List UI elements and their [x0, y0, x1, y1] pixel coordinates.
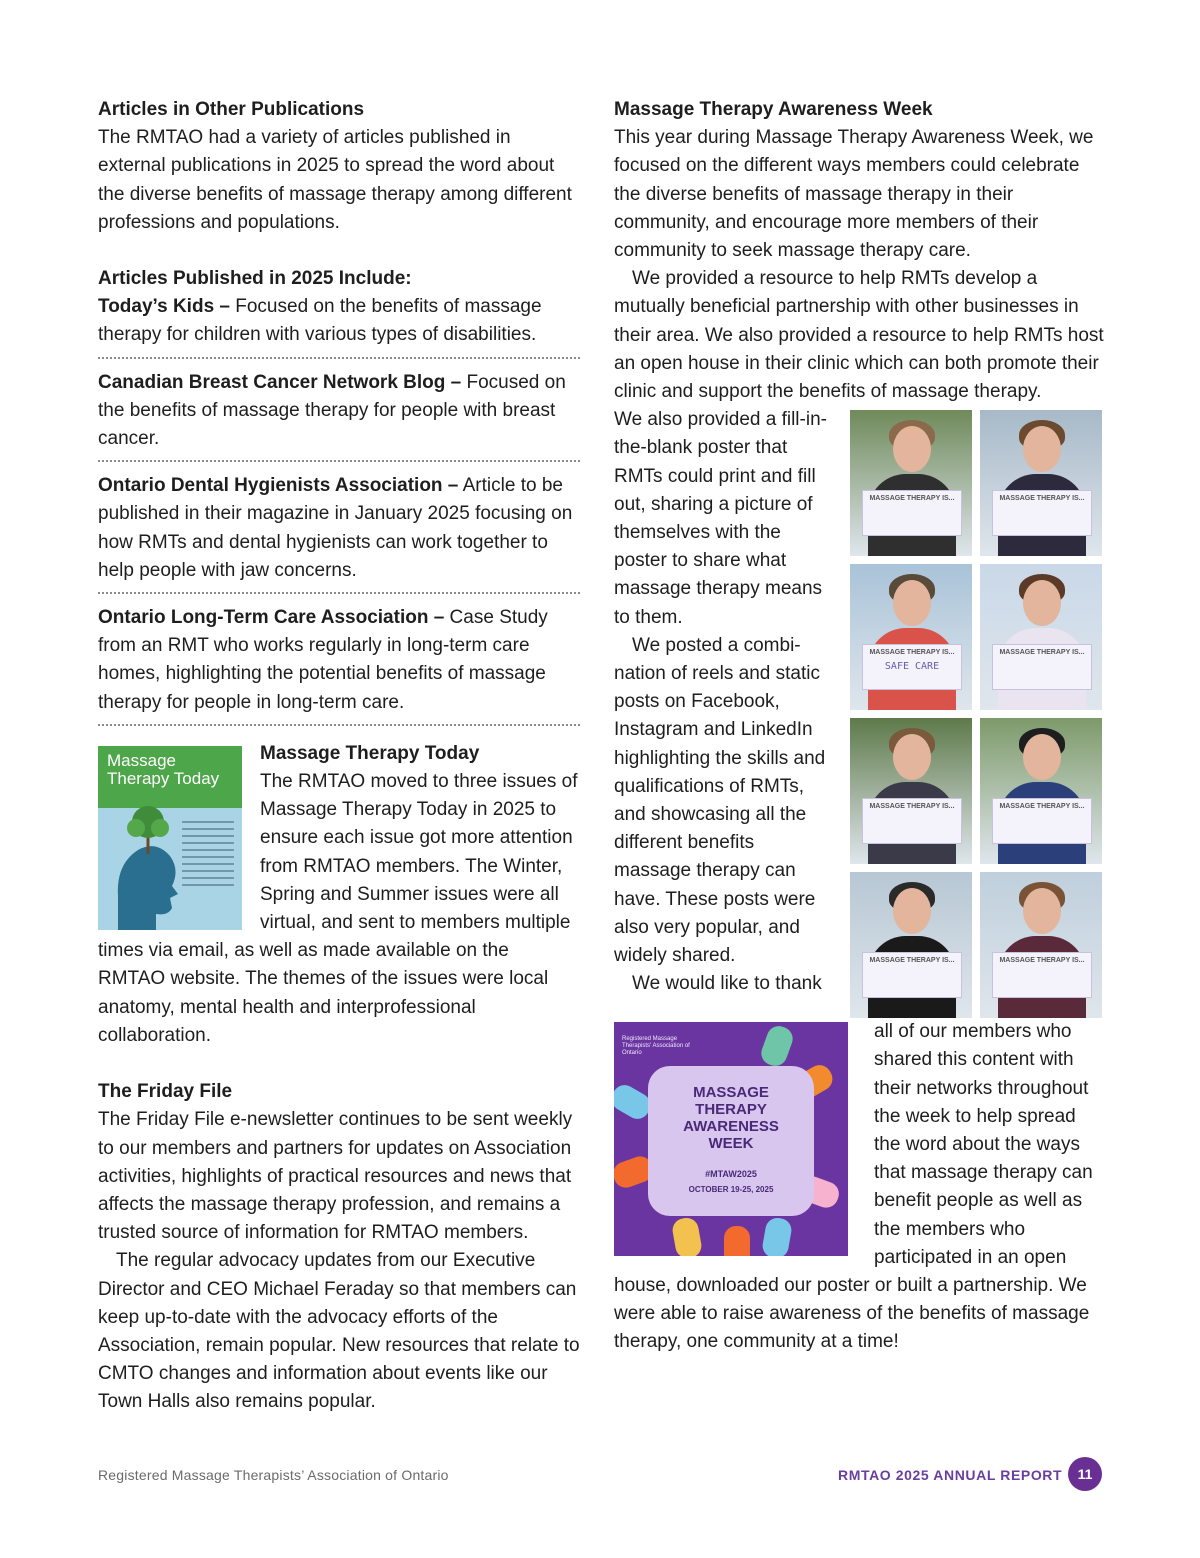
member-photo — [850, 564, 972, 710]
footer-org: Registered Massage Therapists’ Association of Ontario — [98, 1467, 449, 1483]
friday-paragraph-1: The Friday File e-newsletter continues to be sent weekly to our members and partners for updates on Association activities, highlights of practical resources and news that affects the massage therapy profession, and remains a trusted source of information for RMTAO members. — [98, 1109, 573, 1244]
cover-title: Massage Therapy Today — [107, 750, 220, 788]
poster-hashtag: #MTAW2025 — [705, 1169, 757, 1180]
left-column — [98, 96, 580, 1417]
right-column — [614, 96, 1104, 1357]
member-photo — [980, 718, 1102, 864]
sign-title: MASSAGE THERAPY IS... — [999, 495, 1085, 503]
sign-value: SAFE CARE — [884, 661, 940, 673]
poster-sign — [992, 490, 1092, 536]
magazine-cover-image — [98, 746, 242, 930]
article-text: Focused on the benefits of massage therapy for people with breast cancer. — [98, 371, 566, 450]
footer-report-title: RMTAO 2025 ANNUAL REPORT — [838, 1467, 1063, 1483]
poster-line-2: THERAPY — [695, 1101, 767, 1119]
mtaw-heading: Massage Therapy Awareness Week — [614, 99, 933, 120]
mtaw-paragraph-4: We posted a combi-nation of reels and static posts on Facebook, Instagram and LinkedIn highlighting the skills and qualifications of RMTs, and showcasing all the different benefits massage therapy can have. These posts were also very popular, and widely shared. — [614, 634, 826, 967]
article-text: Article to be published in their magazine in January 2025 focusing on how RMTs and dental hygienists can work together to help people with jaw concerns. — [98, 475, 573, 581]
member-photo — [980, 564, 1102, 710]
mtaw-paragraph-2: We provided a resource to help RMTs develop a mutually beneficial partnership with other businesses in their area. We also provided a resource to help RMTs host an open house in their clinic which can both promote their clinic and support the benefits of massage therapy. — [614, 268, 1104, 403]
sign-title: MASSAGE THERAPY IS... — [999, 803, 1085, 811]
poster-org: Registered Massage Therapists' Association of Ontario — [622, 1036, 690, 1057]
mtaw-paragraph-3: We also provided a fill-in-the-blank poster that RMTs could print and fill out, sharing a picture of themselves with the poster to share what massage therapy means to them. — [614, 409, 827, 628]
member-photo — [980, 872, 1102, 1018]
member-photo — [850, 872, 972, 1018]
article-item — [98, 293, 580, 349]
member-photo — [850, 718, 972, 864]
mtaw-paragraph-1: This year during Massage Therapy Awareness Week, we focused on the different ways members could celebrate the diverse benefits of massage therapy in their community, and encourage more members of their community to seek massage therapy care. — [614, 127, 1094, 262]
published-heading: Articles Published in 2025 Include: — [98, 268, 412, 290]
friday-heading: The Friday File — [98, 1081, 233, 1103]
page-number: 11 — [1068, 1457, 1102, 1491]
poster-sign — [992, 644, 1092, 690]
poster-line-3: AWARENESS — [683, 1118, 779, 1136]
article-text: Focused on the benefits of massage therapy for children with various types of disabilities. — [98, 296, 542, 346]
mtaw-paragraph-5: We would like to thank all of our members who shared this content with their networks throughout the week to help spread the word about the ways that massage therapy can benefit people as well as the members who participated in an open house, downloaded our poster or built a partnership. We were able to raise awareness of the benefits of massage therapy, one community at a time! — [614, 973, 1093, 1353]
article-title: Ontario Dental Hygienists Association – — [98, 475, 459, 497]
divider — [98, 592, 580, 594]
poster-sign — [862, 644, 962, 690]
poster-line-4: WEEK — [708, 1135, 754, 1153]
divider — [98, 460, 580, 462]
articles-intro: The RMTAO had a variety of articles published in external publications in 2025 to spread the word about the diverse benefits of massage therapy among different professions and populations. — [98, 127, 572, 233]
sign-title: MASSAGE THERAPY IS... — [869, 649, 955, 657]
sign-title: MASSAGE THERAPY IS... — [999, 649, 1085, 657]
sign-title: MASSAGE THERAPY IS... — [869, 495, 955, 503]
member-photo — [850, 410, 972, 556]
article-item — [98, 369, 580, 454]
mtt-text: The RMTAO moved to three issues of Massage Therapy Today in 2025 to ensure each issue got more attention from RMTAO members. The Winter, Spring and Summer issues were all virtual, and sent to members multiple times via email, as well as made available on the RMTAO website. The themes of the issues were local anatomy, mental health and interprofessional collaboration. — [98, 771, 578, 1046]
friday-paragraph-2: The regular advocacy updates from our Executive Director and CEO Michael Feraday so that members can keep up-to-date with the advocacy efforts of the Association, remain popular. New resources that relate to CMTO changes and information about events like our Town Halls also remains popular. — [98, 1250, 580, 1413]
sign-title: MASSAGE THERAPY IS... — [869, 957, 955, 965]
article-title: Today’s Kids – — [98, 296, 230, 318]
sign-title: MASSAGE THERAPY IS... — [869, 803, 955, 811]
article-title: Canadian Breast Cancer Network Blog – — [98, 371, 462, 393]
divider — [98, 724, 580, 726]
poster-sign — [992, 798, 1092, 844]
article-item — [98, 472, 580, 585]
mtt-heading: Massage Therapy Today — [260, 742, 480, 764]
mtaw-poster-image — [614, 1022, 848, 1256]
article-item — [98, 604, 580, 717]
article-text: Case Study from an RMT who works regularly in long-term care homes, highlighting the potential benefits of massage therapy for people in long-term care. — [98, 607, 548, 713]
poster-dates: OCTOBER 19-25, 2025 — [688, 1185, 774, 1195]
member-photo — [980, 410, 1102, 556]
member-photo-grid — [850, 410, 1104, 1018]
poster-sign — [862, 952, 962, 998]
sign-title: MASSAGE THERAPY IS... — [999, 957, 1085, 965]
poster-line-1: MASSAGE — [693, 1084, 769, 1102]
poster-sign — [862, 490, 962, 536]
articles-heading: Articles in Other Publications — [98, 99, 365, 120]
article-title: Ontario Long-Term Care Association – — [98, 607, 445, 629]
poster-sign — [992, 952, 1092, 998]
poster-sign — [862, 798, 962, 844]
divider — [98, 357, 580, 359]
